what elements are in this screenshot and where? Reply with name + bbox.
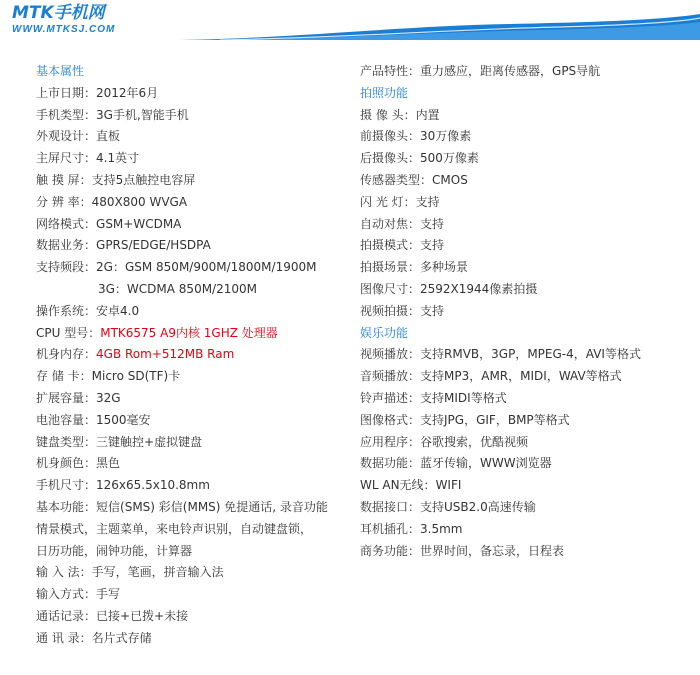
- spec-label: 存 储 卡：: [36, 369, 92, 384]
- spec-label: 网络模式：: [36, 216, 97, 231]
- spec-row: [36, 497, 356, 519]
- spec-row: [360, 432, 690, 454]
- spec-label: 前摄像头：: [360, 129, 421, 144]
- site-logo[interactable]: [12, 4, 115, 36]
- spec-value: 2592X1944像素拍摄: [420, 281, 538, 296]
- spec-row: [36, 235, 356, 257]
- spec-label: 图像格式：: [360, 412, 421, 427]
- spec-value: 内置: [415, 107, 440, 122]
- spec-row: [36, 519, 356, 541]
- spec-value: 闹钟功能，计算器: [96, 543, 193, 558]
- spec-value: 主题菜单，来电铃声识别，自动键盘锁，: [96, 521, 313, 536]
- spec-value: 126x65.5x10.8mm: [96, 478, 210, 493]
- spec-value: 4GB Rom+512MB Ram: [96, 347, 235, 362]
- spec-value: 多种场景: [420, 260, 469, 275]
- spec-label: 上市日期：: [36, 85, 97, 100]
- spec-label: 数据业务：: [36, 238, 97, 253]
- header-wave-band: [180, 12, 700, 40]
- spec-label: 数据功能：: [360, 456, 421, 471]
- spec-row: [36, 453, 356, 475]
- spec-label: 触 摸 屏：: [36, 172, 92, 187]
- spec-row: [360, 497, 690, 519]
- section-heading: 拍照功能: [360, 85, 409, 100]
- spec-label: 商务功能：: [360, 543, 421, 558]
- spec-value: 谷歌搜索，优酷视频: [420, 434, 529, 449]
- spec-label: 输入方式：: [36, 587, 97, 602]
- spec-label: 铃声描述：: [360, 390, 421, 405]
- spec-value: 3G：WCDMA 850M/2100M: [98, 281, 257, 296]
- spec-label: 手机类型：: [36, 107, 97, 122]
- spec-row: [360, 410, 690, 432]
- spec-label: 基本功能：: [36, 499, 97, 514]
- spec-row: [36, 279, 356, 301]
- spec-row: [36, 83, 356, 105]
- spec-value: 3.5mm: [420, 521, 463, 536]
- spec-row: [360, 453, 690, 475]
- spec-label: 分 辨 率：: [36, 194, 92, 209]
- spec-label: 日历功能，: [36, 543, 97, 558]
- spec-label: 扩展容量：: [36, 390, 97, 405]
- spec-row: [36, 301, 356, 323]
- spec-value: WIFI: [435, 478, 462, 493]
- specs-right-column: [360, 61, 690, 562]
- spec-row: [36, 105, 356, 127]
- spec-row: [36, 366, 356, 388]
- spec-value: 世界时间，备忘录，日程表: [420, 543, 565, 558]
- spec-value: 黑色: [96, 456, 121, 471]
- spec-label: 手机尺寸：: [36, 478, 97, 493]
- spec-row: [36, 192, 356, 214]
- spec-value: 1500毫安: [96, 412, 151, 427]
- spec-row: [36, 541, 356, 563]
- spec-value: 2012年6月: [96, 85, 159, 100]
- spec-value: 支持RMVB，3GP，MPEG-4，AVI等格式: [420, 347, 641, 362]
- spec-label: 通话记录：: [36, 608, 97, 623]
- spec-value: 30万像素: [420, 129, 472, 144]
- spec-row: [36, 257, 356, 279]
- logo-text: MTK手机网: [12, 3, 105, 23]
- spec-value: 三键触控+虚拟键盘: [96, 434, 203, 449]
- spec-label: CPU 型号：: [36, 325, 101, 340]
- spec-value: 支持MP3，AMR，MIDI，WAV等格式: [420, 369, 622, 384]
- spec-row: [360, 105, 690, 127]
- spec-label: 拍摄场景：: [360, 260, 421, 275]
- spec-row: [36, 606, 356, 628]
- spec-value: MTK6575 A9内核 1GHZ 处理器: [100, 325, 278, 340]
- spec-value: 已接+已拨+未接: [96, 608, 189, 623]
- spec-row: [36, 214, 356, 236]
- spec-value: 短信(SMS) 彩信(MMS) 免提通话, 录音功能: [96, 499, 328, 514]
- spec-label: 自动对焦：: [360, 216, 421, 231]
- spec-row: [360, 235, 690, 257]
- page-header: [0, 0, 700, 44]
- spec-value: GSM+WCDMA: [96, 216, 182, 231]
- spec-row: [360, 214, 690, 236]
- spec-row: [360, 388, 690, 410]
- spec-label: 拍摄模式：: [360, 238, 421, 253]
- spec-label: 外观设计：: [36, 129, 97, 144]
- spec-row: [36, 388, 356, 410]
- spec-row: [36, 410, 356, 432]
- spec-label: 后摄像头：: [360, 151, 421, 166]
- spec-row: [360, 301, 690, 323]
- spec-row: [360, 366, 690, 388]
- spec-row: [360, 170, 690, 192]
- spec-value: 2G：GSM 850M/900M/1800M/1900M: [96, 260, 317, 275]
- spec-value: 重力感应，距离传感器，GPS导航: [420, 64, 601, 78]
- spec-label: 闪 光 灯：: [360, 194, 416, 209]
- spec-label: 通 讯 录：: [36, 630, 92, 645]
- spec-row: [36, 432, 356, 454]
- spec-value: 支持USB2.0高速传输: [420, 499, 536, 514]
- spec-row: [36, 628, 356, 650]
- spec-value: 4.1英寸: [96, 151, 140, 166]
- spec-label: 支持频段：: [36, 260, 97, 275]
- spec-row: [360, 257, 690, 279]
- spec-label: WL AN无线：: [360, 478, 436, 493]
- spec-label: 图像尺寸：: [360, 281, 421, 296]
- spec-value: 手写: [96, 587, 121, 602]
- spec-label: 输 入 法：: [36, 565, 92, 580]
- spec-label: 音频播放：: [360, 369, 421, 384]
- spec-row: [36, 323, 356, 345]
- spec-label: 产品特性：: [360, 64, 421, 78]
- section-heading: 娱乐功能: [360, 325, 409, 340]
- spec-value: 支持JPG，GIF，BMP等格式: [420, 412, 570, 427]
- spec-value: 500万像素: [420, 151, 479, 166]
- spec-value: 支持MIDI等格式: [420, 390, 507, 405]
- spec-value: 支持: [420, 303, 445, 318]
- spec-row: [36, 562, 356, 584]
- spec-label: 电池容量：: [36, 412, 97, 427]
- spec-value: GPRS/EDGE/HSDPA: [96, 238, 211, 253]
- spec-label: 键盘类型：: [36, 434, 97, 449]
- spec-value: 480X800 WVGA: [91, 194, 188, 209]
- spec-label: 情景模式，: [36, 521, 97, 536]
- spec-label: 视频拍摄：: [360, 303, 421, 318]
- spec-label: 主屏尺寸：: [36, 151, 97, 166]
- spec-row: [360, 148, 690, 170]
- spec-value: 蓝牙传输，WWW浏览器: [420, 456, 552, 471]
- spec-row: [36, 344, 356, 366]
- spec-label: 操作系统：: [36, 303, 97, 318]
- spec-value: 32G: [96, 390, 121, 405]
- spec-label: 传感器类型：: [360, 172, 433, 187]
- spec-label: 机身内存：: [36, 347, 97, 362]
- spec-row: [360, 541, 690, 563]
- spec-value: 3G手机,智能手机: [96, 107, 189, 122]
- spec-value: 支持: [420, 238, 445, 253]
- spec-row: [360, 192, 690, 214]
- spec-value: 支持5点触控电容屏: [91, 172, 196, 187]
- spec-value: 名片式存储: [91, 630, 152, 645]
- spec-label: 摄 像 头：: [360, 107, 416, 122]
- spec-row: [36, 148, 356, 170]
- spec-row: [360, 61, 690, 83]
- spec-value: 支持: [420, 216, 445, 231]
- spec-row: [36, 584, 356, 606]
- spec-row: [360, 344, 690, 366]
- spec-row: [36, 170, 356, 192]
- spec-value: CMOS: [432, 172, 468, 187]
- spec-value: 安卓4.0: [96, 303, 140, 318]
- spec-row: [36, 475, 356, 497]
- spec-label: 视频播放：: [360, 347, 421, 362]
- wave-decoration: [180, 12, 700, 40]
- spec-label: 应用程序：: [360, 434, 421, 449]
- site-url: WWW.MTKSJ.COM: [12, 24, 116, 35]
- spec-value: 直板: [96, 129, 121, 144]
- spec-row: [36, 126, 356, 148]
- spec-row: [360, 126, 690, 148]
- specs-left-column: [36, 61, 356, 650]
- spec-label: 机身颜色：: [36, 456, 97, 471]
- section-heading: 基本属性: [36, 64, 85, 78]
- spec-value: 支持: [415, 194, 440, 209]
- spec-row: [360, 519, 690, 541]
- spec-label: 数据接口：: [360, 499, 421, 514]
- spec-label: 耳机插孔：: [360, 521, 421, 536]
- spec-value: Micro SD(TF)卡: [91, 369, 181, 384]
- spec-row: [360, 279, 690, 301]
- spec-value: 手写，笔画，拼音输入法: [91, 565, 224, 580]
- spec-row: [360, 475, 690, 497]
